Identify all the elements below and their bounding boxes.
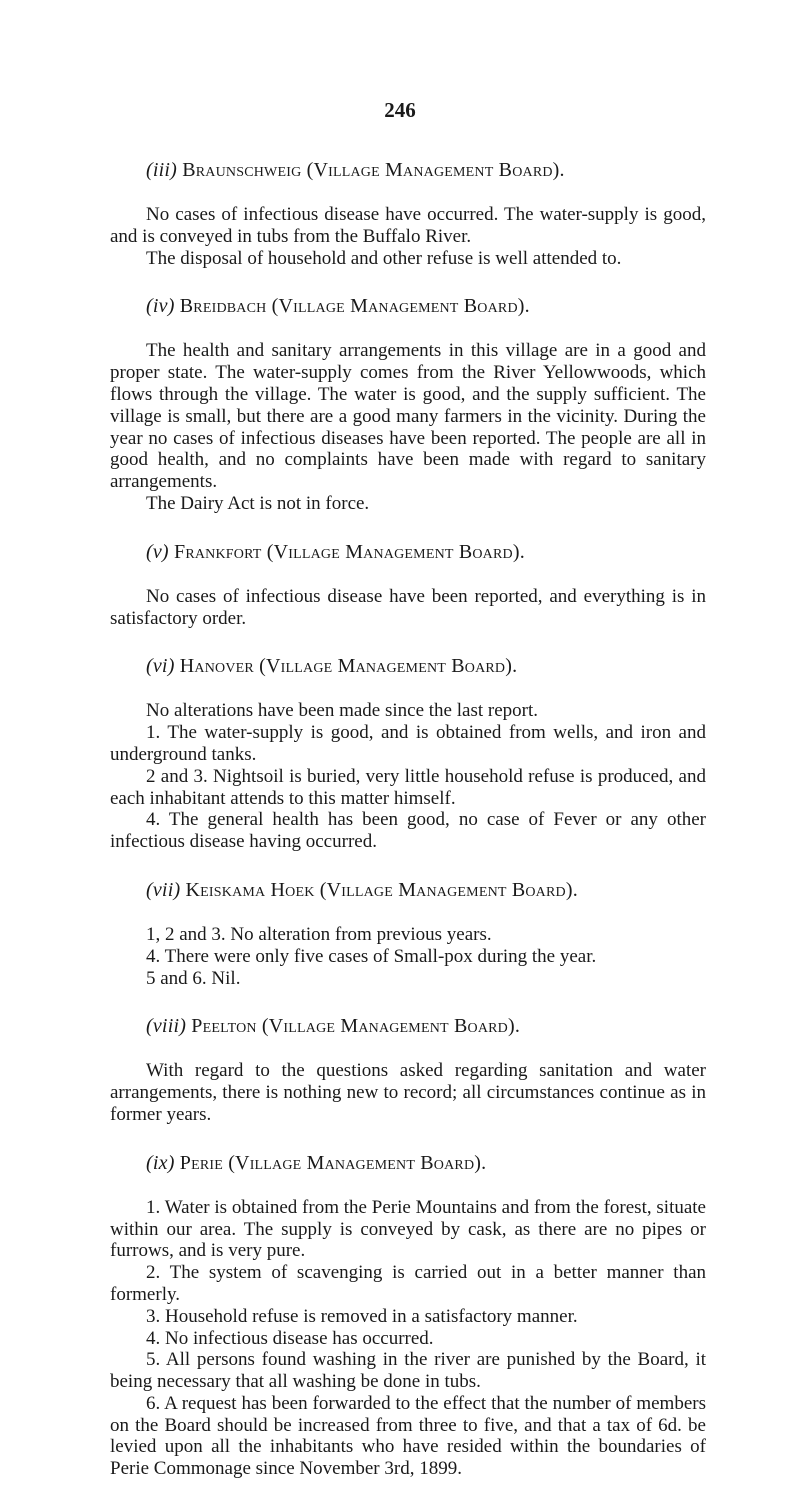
section-heading: [110, 159, 706, 181]
section-number: (iii): [146, 159, 177, 181]
section-title: Frankfort (Village Management Board).: [174, 540, 525, 563]
section-heading: [110, 295, 706, 317]
paragraph: No cases of infectious disease have occurred. The water-supply is good, and is conveyed in tubs from the Buffalo River.: [110, 204, 706, 247]
section-keiskama-hoek: [110, 879, 706, 989]
section-heading: [110, 1152, 706, 1174]
section-title: Perie (Village Management Board).: [179, 1151, 487, 1174]
paragraph: 3. Household refuse is removed in a satisfactory manner.: [146, 1305, 578, 1327]
paragraph: The health and sanitary arrangements in this village are in a good and proper state. The water-supply comes from the River Yellowwoods, which flows through the village. The water is good, and the supply sufficient. The village is small, but there are a good many farmers in the vicinity. During the year no cases of infectious diseases have been reported. The people are all in good health, and no complaints have been made with regard to sanitary arrangements.: [110, 340, 706, 493]
section-title: Peelton (Village Management Board).: [191, 1015, 521, 1038]
paragraph: 1. The water-supply is good, and is obtained from wells, and iron and underground tanks.: [110, 722, 706, 765]
paragraph: The disposal of household and other refuse is well attended to.: [146, 247, 622, 269]
section-number: (vi): [146, 655, 175, 678]
paragraph: No cases of infectious disease have been reported, and everything is in satisfactory order.: [110, 585, 706, 629]
section-breidbach: [110, 295, 706, 514]
paragraph: 6. A request has been forwarded to the effect that the number of members on the Board should be increased from three to five, and that a tax of 6d. be levied upon all the inhabitants who have resided within the boundaries of Perie Commonage since November 3rd, 1899.: [110, 1392, 706, 1480]
paragraph: With regard to the questions asked regarding sanitation and water arrangements, there is nothing new to record; all circumstances continue as in former years.: [110, 1060, 706, 1125]
section-braunschweig: [110, 159, 706, 269]
section-heading: [110, 541, 706, 563]
section-number: (v): [146, 540, 169, 563]
section-number: (viii): [146, 1015, 187, 1038]
section-heading: [110, 655, 706, 677]
section-title: Braunschweig (Village Management Board).: [182, 159, 565, 181]
section-heading: [110, 1015, 706, 1037]
section-title: Breidbach (Village Management Board).: [179, 295, 530, 318]
section-hanover: [110, 655, 706, 853]
section-title: Hanover (Village Management Board).: [179, 655, 518, 678]
paragraph: 2 and 3. Nightsoil is buried, very little household refuse is produced, and each inhabitant attends to this matter himself.: [110, 765, 706, 809]
paragraph: 4. No infectious disease has occurred.: [146, 1327, 434, 1349]
paragraph: 4. The general health has been good, no case of Fever or any other infectious disease having occurred.: [110, 809, 706, 853]
section-number: (ix): [146, 1151, 175, 1174]
section-perie: [110, 1152, 706, 1480]
page-number: 246: [384, 98, 416, 122]
paragraph: 4. There were only five cases of Small-pox during the year.: [146, 945, 597, 967]
paragraph: 1. Water is obtained from the Perie Mountains and from the forest, situate within our area. The supply is conveyed by cask, as there are no pipes or furrows, and is very pure.: [110, 1196, 706, 1262]
section-peelton: [110, 1015, 706, 1125]
section-number: (iv): [146, 295, 175, 318]
paragraph: The Dairy Act is not in force.: [146, 492, 370, 514]
section-heading: [110, 879, 706, 901]
section-number: (vii): [146, 878, 181, 901]
paragraph: 2. The system of scavenging is carried out in a better manner than formerly.: [110, 1262, 706, 1305]
paragraph: No alterations have been made since the last report.: [146, 700, 538, 722]
paragraph: 5. All persons found washing in the river are punished by the Board, it being necessary that all washing be done in tubs.: [110, 1349, 706, 1393]
paragraph: 1, 2 and 3. No alteration from previous years.: [146, 923, 492, 945]
report-body: [110, 159, 706, 1506]
paragraph: 5 and 6. Nil.: [146, 967, 241, 989]
section-frankfort: [110, 541, 706, 630]
section-title: Keiskama Hoek (Village Management Board).: [185, 878, 578, 901]
